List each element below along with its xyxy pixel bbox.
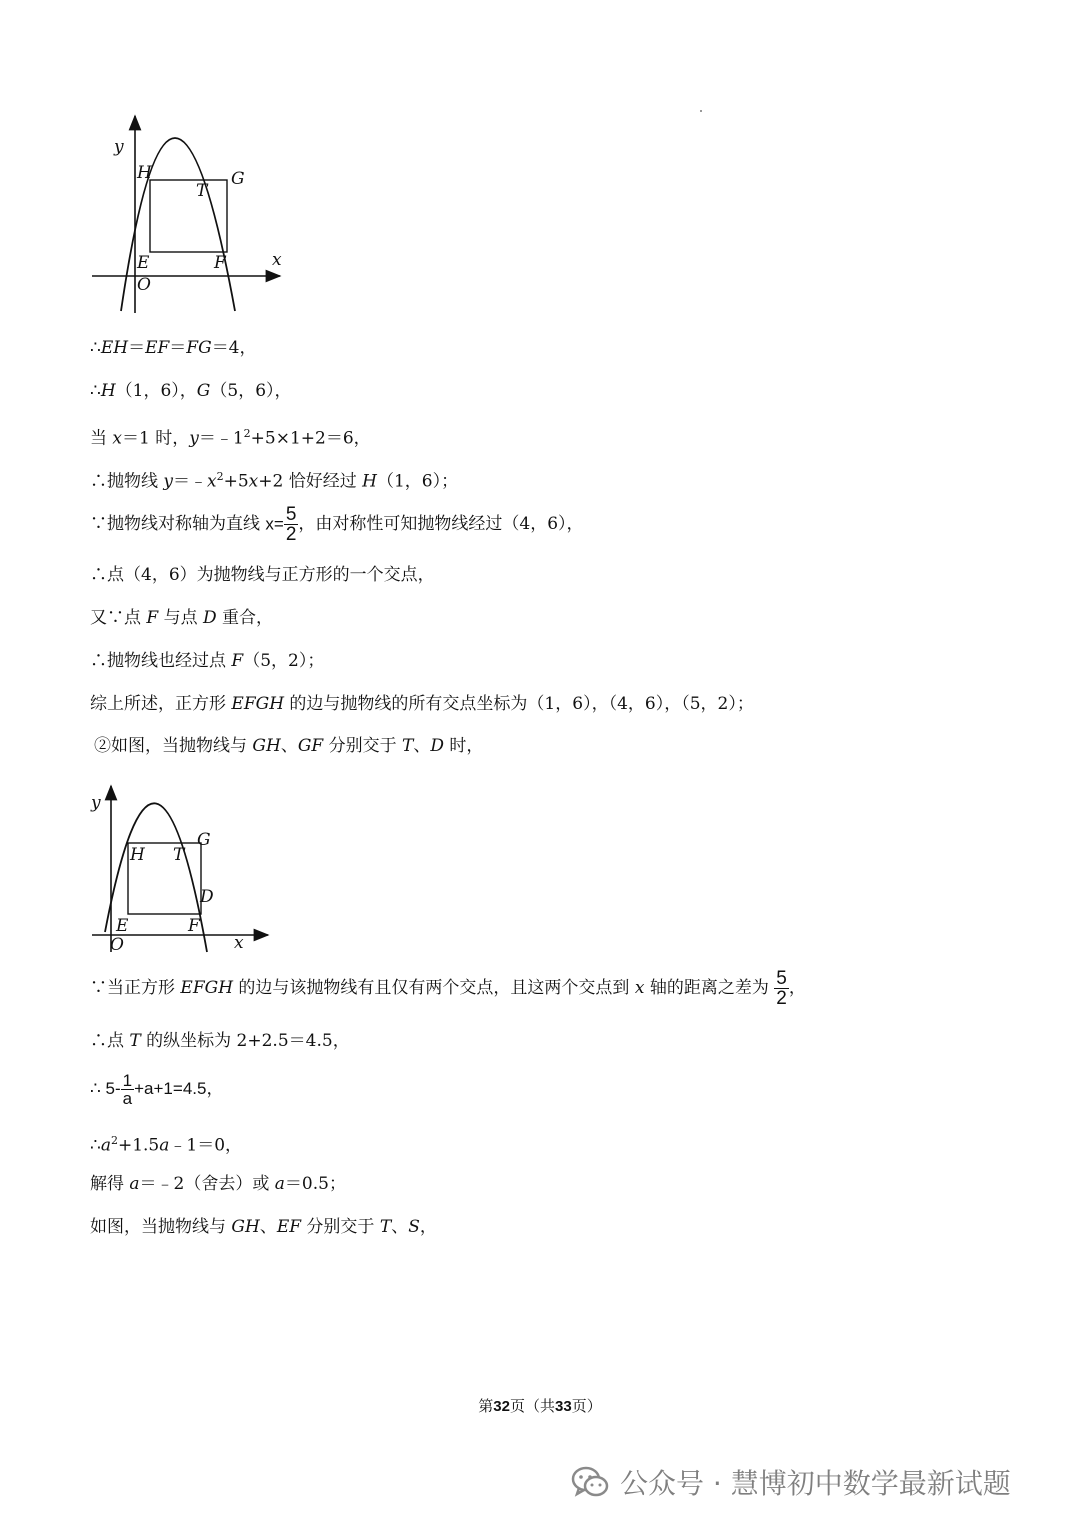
label-h: H <box>130 845 145 865</box>
line-4: ∴抛物线 $y=﹣x^2+5x+2$ 恰好经过 H（1，6）； <box>90 470 459 492</box>
line-8: ∴抛物线也经过点 F（5，2）； <box>90 651 325 671</box>
line-12: ∴点 T 的纵坐标为 2+2.5＝4.5， <box>90 1031 350 1051</box>
line-2: ∴H（1，6），G（5，6）， <box>90 381 292 401</box>
line-7: 又∵点 F 与点 D 重合， <box>90 608 274 628</box>
line-14: $\therefore a^2+1.5a﹣1=0$， <box>90 1134 243 1156</box>
figure-1 <box>88 108 298 318</box>
label-o: O <box>137 275 151 295</box>
label-d: D <box>200 887 214 907</box>
label-o: O <box>110 935 124 954</box>
line-11: ∵当正方形 EFGH 的边与该抛物线有且仅有两个交点，且这两个交点到 x 轴的距离之差为 $\frac{5}{2}$ ， <box>90 968 806 1009</box>
label-y: y <box>91 793 101 813</box>
line-6: ∴点（4，6）为抛物线与正方形的一个交点， <box>90 565 435 585</box>
label-g: G <box>231 169 245 189</box>
watermark <box>570 1460 1011 1504</box>
figure-2 <box>88 782 278 954</box>
label-h: H <box>137 163 152 183</box>
watermark-text: 公众号 · 慧博初中数学最新试题 <box>620 1467 1011 1500</box>
label-g: G <box>197 830 211 850</box>
wechat-icon <box>570 1462 610 1502</box>
label-e: E <box>137 253 150 273</box>
line-3: 当 x＝1 时，$y=﹣1^2+5\times 1+2=6$， <box>90 427 371 449</box>
line-5: ∵抛物线对称轴为直线 x= $\frac{5}{2}$ ，由对称性可知抛物线经过（4，6）， <box>90 504 584 545</box>
label-f: F <box>214 253 226 273</box>
line-9: 综上所述，正方形 EFGH 的边与抛物线的所有交点坐标为（1，6），（4，6），（5，2）； <box>90 694 754 714</box>
page-footer: 第32页（共33页） <box>478 1397 602 1415</box>
label-t: T <box>173 845 185 865</box>
label-f: F <box>188 916 200 936</box>
label-x: x <box>272 250 282 270</box>
label-e: E <box>116 916 129 936</box>
line-13: ∴ 5- $\frac{1}{a}$ +a+1=4.5， <box>90 1071 224 1108</box>
line-10: ②如图，当抛物线与 GH、GF 分别交于 T、D 时， <box>94 736 484 756</box>
line-15: 解得 a＝﹣2（舍去）或 a＝0.5； <box>90 1174 346 1194</box>
label-x: x <box>234 933 244 953</box>
line-1: ∴EH＝EF＝FG＝4， <box>90 338 257 358</box>
fraction-5-2: $\frac{5}{2}$ <box>285 504 297 545</box>
line-16: 如图，当抛物线与 GH、EF 分别交于 T、S， <box>90 1217 437 1237</box>
fraction-5-2: $\frac{5}{2}$ <box>776 968 787 1009</box>
label-y: y <box>114 137 124 157</box>
fraction-1-a: $\frac{1}{a}$ <box>122 1071 133 1108</box>
label-t: T <box>196 181 208 201</box>
stray-dot <box>700 110 702 112</box>
